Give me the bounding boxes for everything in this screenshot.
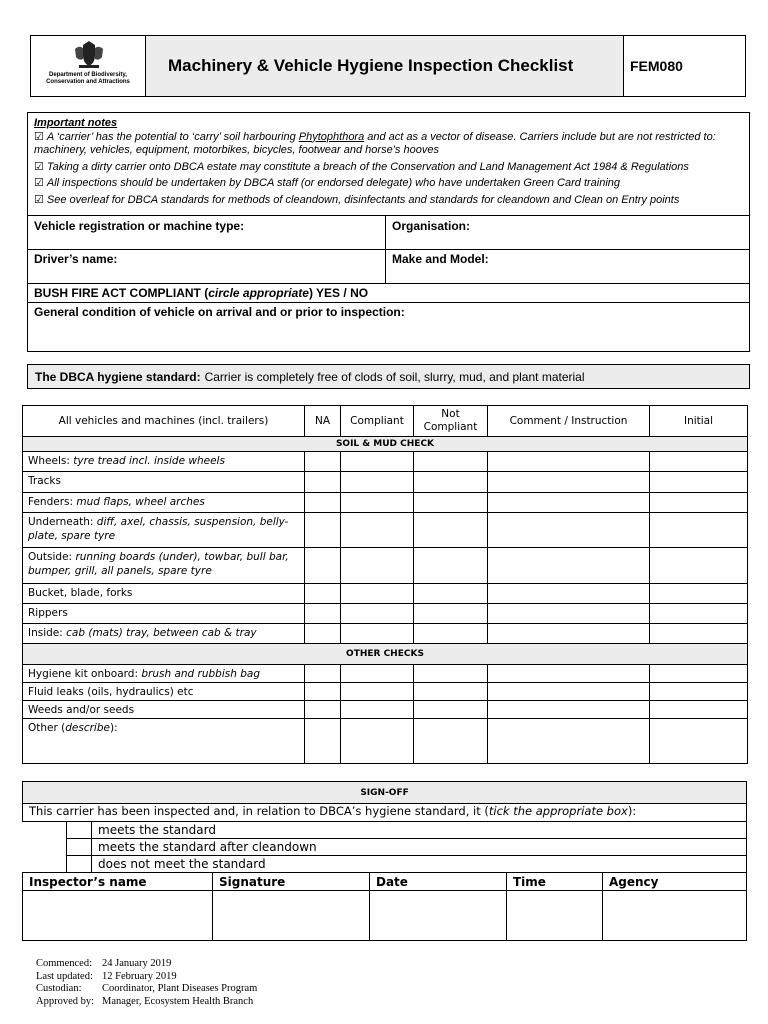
comment-cell[interactable] <box>488 665 650 683</box>
not-compliant-cell[interactable] <box>414 452 488 472</box>
footer-row: Custodian: Coordinator, Plant Diseases Program <box>36 983 258 994</box>
na-cell[interactable] <box>305 624 341 644</box>
section-row <box>23 437 748 452</box>
table-row <box>23 604 748 624</box>
column-header: NA <box>305 406 341 437</box>
initial-cell[interactable] <box>650 719 748 764</box>
comment-cell[interactable] <box>488 472 650 493</box>
section-row <box>23 644 748 665</box>
notes-heading: Important notes <box>34 117 118 129</box>
initial-cell[interactable] <box>650 452 748 472</box>
check-item: Hygiene kit onboard: brush and rubbish bag <box>23 665 305 683</box>
other-checks-section-heading: OTHER CHECKS <box>23 644 748 665</box>
note-item: ☑ All inspections should be undertaken by DBCA staff (or endorsed delegate) who have undertaken Green Card training <box>34 177 621 189</box>
initial-cell[interactable] <box>650 701 748 719</box>
check-item: Inside: cab (mats) tray, between cab & tray <box>23 624 305 644</box>
signoff-entry-row <box>23 891 747 941</box>
signature-field[interactable] <box>213 891 370 941</box>
initial-cell[interactable] <box>650 683 748 701</box>
initial-cell[interactable] <box>650 665 748 683</box>
compliant-cell[interactable] <box>341 452 414 472</box>
option-checkbox[interactable] <box>67 856 92 873</box>
compliant-cell[interactable] <box>341 493 414 513</box>
na-cell[interactable] <box>305 452 341 472</box>
check-item: Fenders: mud flaps, wheel arches <box>23 493 305 513</box>
check-item: Other (describe): <box>23 719 305 764</box>
checkbox-ticked-icon: ☑ <box>34 130 44 143</box>
table-row <box>23 701 748 719</box>
column-header: Compliant <box>341 406 414 437</box>
comment-cell[interactable] <box>488 701 650 719</box>
table-row <box>23 548 748 584</box>
comment-cell[interactable] <box>488 493 650 513</box>
compliant-cell[interactable] <box>341 665 414 683</box>
check-item: Rippers <box>23 604 305 624</box>
not-compliant-cell[interactable] <box>414 719 488 764</box>
na-cell[interactable] <box>305 584 341 604</box>
initial-cell[interactable] <box>650 472 748 493</box>
standard-label: The DBCA hygiene standard: <box>35 370 201 384</box>
na-cell[interactable] <box>305 472 341 493</box>
compliant-cell[interactable] <box>341 513 414 548</box>
signoff-table <box>22 781 747 941</box>
initial-cell[interactable] <box>650 604 748 624</box>
important-notes <box>27 112 750 216</box>
option-checkbox[interactable] <box>67 822 92 839</box>
signoff-option-row <box>23 822 747 839</box>
na-cell[interactable] <box>305 513 341 548</box>
comment-cell[interactable] <box>488 719 650 764</box>
driver-name-field[interactable]: Driver’s name: <box>28 249 386 283</box>
form-header <box>30 35 746 97</box>
comment-cell[interactable] <box>488 452 650 472</box>
option-does-not-meet: does not meet the standard <box>92 856 747 873</box>
time-field[interactable] <box>507 891 603 941</box>
comment-cell[interactable] <box>488 584 650 604</box>
table-header-row <box>23 406 748 437</box>
signature-header: Signature <box>213 873 370 891</box>
initial-cell[interactable] <box>650 513 748 548</box>
compliant-cell[interactable] <box>341 624 414 644</box>
driver-row <box>27 249 750 284</box>
note-item: ☑ See overleaf for DBCA standards for methods of cleandown, disinfectants and standards for cleandown and Clean on Entry points <box>34 193 680 206</box>
coat-of-arms-icon <box>71 39 107 69</box>
signoff-statement: This carrier has been inspected and, in relation to DBCA’s hygiene standard, it (tick the appropriate box): <box>23 804 747 822</box>
inspector-name-field[interactable] <box>23 891 213 941</box>
option-checkbox[interactable] <box>67 839 92 856</box>
hygiene-standard <box>27 364 750 389</box>
soil-mud-section-heading: SOIL & MUD CHECK <box>23 437 748 452</box>
na-cell[interactable] <box>305 719 341 764</box>
footer-row: Commenced: 24 January 2019 <box>36 958 172 969</box>
column-header: Comment / Instruction <box>488 406 650 437</box>
compliant-cell[interactable] <box>341 719 414 764</box>
not-compliant-cell[interactable] <box>414 548 488 584</box>
agency-header: Agency <box>603 873 747 891</box>
time-header: Time <box>507 873 603 891</box>
signoff-heading-row <box>23 782 747 804</box>
compliant-cell[interactable] <box>341 604 414 624</box>
note-item: ☑ Taking a dirty carrier onto DBCA estate may constitute a breach of the Conservation and Land Management Act 1984 & Regulations <box>34 160 689 173</box>
department-name: Department of Biodiversity, Conservation and Attractions <box>46 72 130 85</box>
compliant-cell[interactable] <box>341 701 414 719</box>
initial-cell[interactable] <box>650 493 748 513</box>
compliant-cell[interactable] <box>341 472 414 493</box>
table-row <box>23 665 748 683</box>
signoff-option-row <box>23 856 747 873</box>
dbca-logo <box>31 36 146 96</box>
not-compliant-cell[interactable] <box>414 472 488 493</box>
check-item: Tracks <box>23 472 305 493</box>
table-row <box>23 472 748 493</box>
table-row <box>23 719 748 764</box>
comment-cell[interactable] <box>488 513 650 548</box>
bush-fire-compliant-field[interactable]: BUSH FIRE ACT COMPLIANT (circle appropriate) YES / NO <box>27 283 750 303</box>
form-title: Machinery & Vehicle Hygiene Inspection Checklist <box>146 36 624 96</box>
comment-cell[interactable] <box>488 624 650 644</box>
vehicle-registration-field[interactable]: Vehicle registration or machine type: <box>28 216 386 249</box>
table-row <box>23 493 748 513</box>
check-item: Wheels: tyre tread incl. inside wheels <box>23 452 305 472</box>
table-row <box>23 624 748 644</box>
not-compliant-cell[interactable] <box>414 493 488 513</box>
inspection-checklist-table <box>22 405 748 764</box>
initial-cell[interactable] <box>650 584 748 604</box>
compliant-cell[interactable] <box>341 548 414 584</box>
signoff-columns-row <box>23 873 747 891</box>
na-cell[interactable] <box>305 665 341 683</box>
check-item: Outside: running boards (under), towbar, bull bar, bumper, grill, all panels, spare tyre <box>23 548 305 584</box>
signoff-heading: SIGN-OFF <box>23 782 747 804</box>
signoff-statement-row <box>23 804 747 822</box>
document-footer <box>36 958 257 1008</box>
date-header: Date <box>370 873 507 891</box>
compliant-cell[interactable] <box>341 683 414 701</box>
check-item: Fluid leaks (oils, hydraulics) etc <box>23 683 305 701</box>
footer-row: Approved by: Manager, Ecosystem Health Branch <box>36 995 254 1007</box>
comment-cell[interactable] <box>488 548 650 584</box>
table-row <box>23 452 748 472</box>
check-item: Underneath: diff, axel, chassis, suspension, belly-plate, spare tyre <box>23 513 305 548</box>
organisation-field[interactable]: Organisation: <box>392 219 471 233</box>
not-compliant-cell[interactable] <box>414 604 488 624</box>
standard-text: Carrier is completely free of clods of soil, slurry, mud, and plant material <box>204 370 585 384</box>
comment-cell[interactable] <box>488 683 650 701</box>
date-field[interactable] <box>370 891 507 941</box>
initial-cell[interactable] <box>650 548 748 584</box>
checkbox-ticked-icon: ☑ <box>34 177 44 189</box>
vehicle-row <box>27 215 750 250</box>
not-compliant-cell[interactable] <box>414 584 488 604</box>
inspector-name-header: Inspector’s name <box>23 873 213 891</box>
general-condition-field[interactable]: General condition of vehicle on arrival and or prior to inspection: <box>27 302 750 352</box>
option-meets-after-cleandown: meets the standard after cleandown <box>92 839 747 856</box>
not-compliant-cell[interactable] <box>414 701 488 719</box>
initial-cell[interactable] <box>650 624 748 644</box>
phytophthora-link: Phytophthora <box>298 130 365 143</box>
na-cell[interactable] <box>305 701 341 719</box>
table-row <box>23 513 748 548</box>
table-row <box>23 584 748 604</box>
table-row <box>23 683 748 701</box>
footer-row: Last updated: 12 February 2019 <box>36 970 177 982</box>
not-compliant-cell[interactable] <box>414 624 488 644</box>
column-header: Not Compliant <box>414 406 488 437</box>
option-meets-standard: meets the standard <box>92 822 747 839</box>
na-cell[interactable] <box>305 548 341 584</box>
check-item: Weeds and/or seeds <box>23 701 305 719</box>
signoff-option-row <box>23 839 747 856</box>
form-code: FEM080 <box>624 36 745 96</box>
check-item: Bucket, blade, forks <box>23 584 305 604</box>
note-item: ☑ A ‘carrier’ has the potential to ‘carry’ soil harbouring Phytophthora and act as a vector of disease. Carriers include but are not restricted to: machinery, vehicles, equipment, motorbikes, bicycles, footwear and horse’s hooves <box>34 130 716 156</box>
make-model-field[interactable]: Make and Model: <box>392 252 489 266</box>
not-compliant-cell[interactable] <box>414 683 488 701</box>
not-compliant-cell[interactable] <box>414 513 488 548</box>
compliant-cell[interactable] <box>341 584 414 604</box>
agency-field[interactable] <box>603 891 747 941</box>
na-cell[interactable] <box>305 493 341 513</box>
not-compliant-cell[interactable] <box>414 665 488 683</box>
checkbox-ticked-icon: ☑ <box>34 193 44 206</box>
na-cell[interactable] <box>305 604 341 624</box>
checkbox-ticked-icon: ☑ <box>34 160 44 173</box>
column-header: Initial <box>650 406 748 437</box>
na-cell[interactable] <box>305 683 341 701</box>
column-header: All vehicles and machines (incl. trailers) <box>23 406 305 437</box>
comment-cell[interactable] <box>488 604 650 624</box>
